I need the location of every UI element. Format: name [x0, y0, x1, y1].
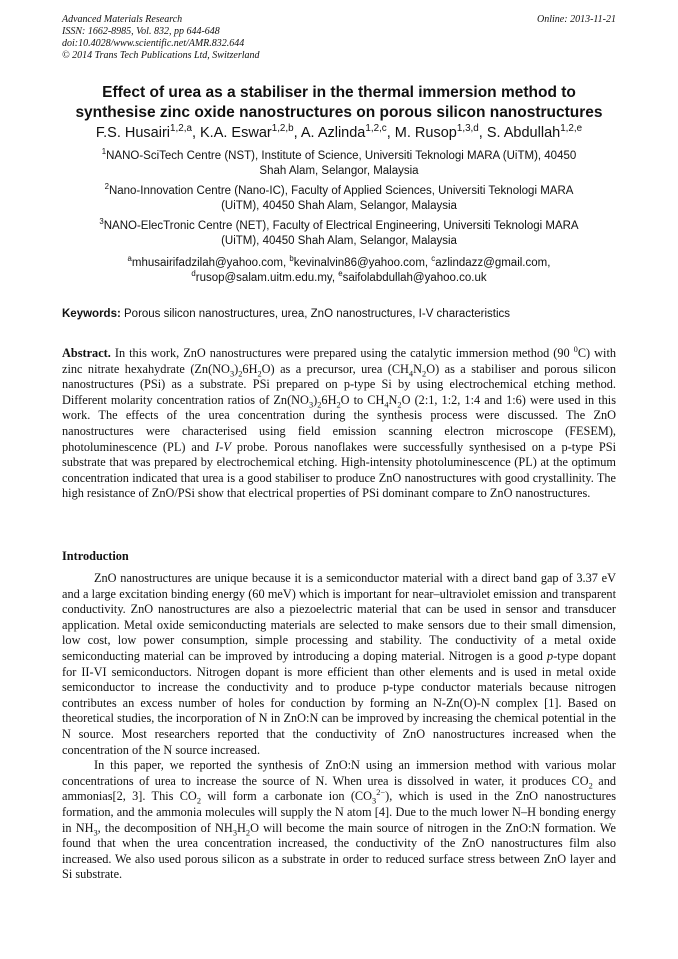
affiliation-3: $^3$NANO-ElecTronic Centre (NET), Faculty of Electrical Engineering, Universiti Teknologi MARA (UiTM), 40450 Shah Alam, Selangor, Malaysia — [99, 217, 579, 247]
abstract: Abstract. In this work, ZnO nanostructures were prepared using the catalytic immersion method (90 $^0$C) with zinc nitrate hexahydrate $(Zn(NO_3)_26H_2O)$ as a precursor, urea $(CH_4N_2O)$ as a stabiliser and porous silicon nanostructures (PSi) as a substrate. PSi prepared on p-type Si by using electrochemical etching method. Different molarity concentration ratios of $Zn(NO_3)_26H_2O$ to $CH_4N_2O$ (2:1, 1:2, 1:4 and 1:6) were used in this work. The effects of the urea concentration during the synthesis process were discussed. The ZnO nanostructures were characterised using field emission scanning electron microscope (FESEM), photoluminescence (PL) and I-V probe. Porous nanoflakes were successfully synthesised on a p-type PSi substrate that was prepared by electrochemical etching. High-intensity photoluminescence (PL) at the optimum concentration indicated that urea is a good stabiliser to produce ZnO nanostructures with good crystallinity. The high resistance of ZnO/PSi show that electrical properties of PSi dominant compare to ZnO nanostructures. — [62, 344, 617, 501]
email-link[interactable]: saifolabdullah@yahoo.co.uk — [342, 272, 487, 284]
author: F.S. Husairi$^{1,2,a}$, — [95, 123, 200, 141]
online-date: Online: 2013-11-21 — [537, 14, 616, 25]
abstract-label: Abstract. — [62, 346, 111, 360]
journal-name: Advanced Materials Research — [62, 14, 183, 25]
author: A. Azlinda$^{1,2,c}$, — [300, 123, 395, 141]
keywords-text: Porous silicon nanostructures, urea, ZnO nanostructures, I-V characteristics — [124, 308, 511, 320]
journal-issn: ISSN: 1662-8985, Vol. 832, pp 644-648 — [62, 26, 220, 37]
author: K.A. Eswar$^{1,2,b}$, — [200, 123, 301, 141]
paragraph: ZnO nanostructures are unique because it is a semiconductor material with a direct band gap of 3.37 eV and a large excitation binding energy (60 meV) which is important for near–ultraviolet emission and transparent conductivity. ZnO nanostructures are also a piezoelectric material that can be used in sensor and transducer application. Metal oxide semiconducting materials are selected to make sensors due to their small dimension, low cost, low power consumption, simple processing and stability. The conductivity of a metal oxide semiconducting material can be improved by introducing a doping material. Nitrogen is a good p-type dopant for II-VI semiconductors. Nitrogen dopant is more efficient than other elements and is used in metal oxide semiconductor to increase the conductivity and to produce p-type conductor materials because nitrogen contributes an excess number of holes for conduction by forming an N-Zn(O)-N complex [1]. Based on theoretical studies, the incorporation of N in ZnO:N can be improved by increasing the chemical potential in the N source. Most researchers reported that the conductivity of ZnO nanostructures increased when the concentration of the N source increased. — [62, 571, 617, 757]
paper-title — [40, 83, 638, 123]
section-heading-introduction: Introduction — [62, 549, 129, 563]
email-link[interactable]: azlindazz@gmail.com — [435, 257, 548, 269]
introduction-body — [62, 571, 616, 883]
paragraph: In this paper, we reported the synthesis of ZnO:N using an immersion method with various molar concentrations of urea to increase the source of N. When urea is dissolved in water, it produces $CO_2$ and ammonias[2, 3]. This $CO_2$ will form a carbonate ion $(CO_3^{2-})$, which is used in the ZnO nanostructures formation, and the ammonia molecules will supply the N atom [4]. Due to the much lower N–H bonding energy in $NH_3$, the decomposition of $NH_3H_2O$ will become the main source of nitrogen in the ZnO:N formation. We found that when the urea concentration increased, the conductivity of the ZnO nanostructures film also increased. We also used porous silicon as a substrate in order to reduced surface stress between ZnO layer and Si substrate. — [62, 758, 617, 882]
email-link[interactable]: mhusairifadzilah@yahoo.com — [131, 257, 283, 269]
journal-header — [62, 14, 616, 62]
author: M. Rusop$^{1,3,d}$, — [394, 123, 487, 141]
keywords-label: Keywords: — [62, 308, 121, 320]
author-list — [30, 124, 648, 142]
title-line-2: synthesise zinc oxide nanostructures on porous silicon nanostructures — [75, 104, 603, 121]
author-emails: $^a$mhusairifadzilah@yahoo.com, $^b$kevinalvin86@yahoo.com, $^c$azlindazz@gmail.com, $^d$rusop@salam.uitm.edu.my, $^e$saifolabdullah@yahoo.co.uk — [127, 254, 551, 284]
affiliation-1: $^1$NANO-SciTech Centre (NST), Institute of Science, Universiti Teknologi MARA (UiTM), 40450 Shah Alam, Selangor, Malaysia — [101, 147, 577, 177]
affiliation-2: $^2$Nano-Innovation Centre (Nano-IC), Faculty of Applied Sciences, Universiti Teknologi MARA (UiTM), 40450 Shah Alam, Selangor, Malaysia — [104, 182, 574, 212]
journal-doi: doi:10.4028/www.scientific.net/AMR.832.644 — [62, 38, 245, 49]
email-link[interactable]: rusop@salam.uitm.edu.my — [195, 272, 332, 284]
email-link[interactable]: kevinalvin86@yahoo.com — [293, 257, 425, 269]
title-line-1: Effect of urea as a stabiliser in the thermal immersion method to — [102, 84, 576, 101]
journal-copyright: © 2014 Trans Tech Publications Ltd, Switzerland — [62, 50, 260, 61]
keywords — [62, 307, 616, 322]
author: S. Abdullah$^{1,2,e}$ — [486, 123, 583, 141]
